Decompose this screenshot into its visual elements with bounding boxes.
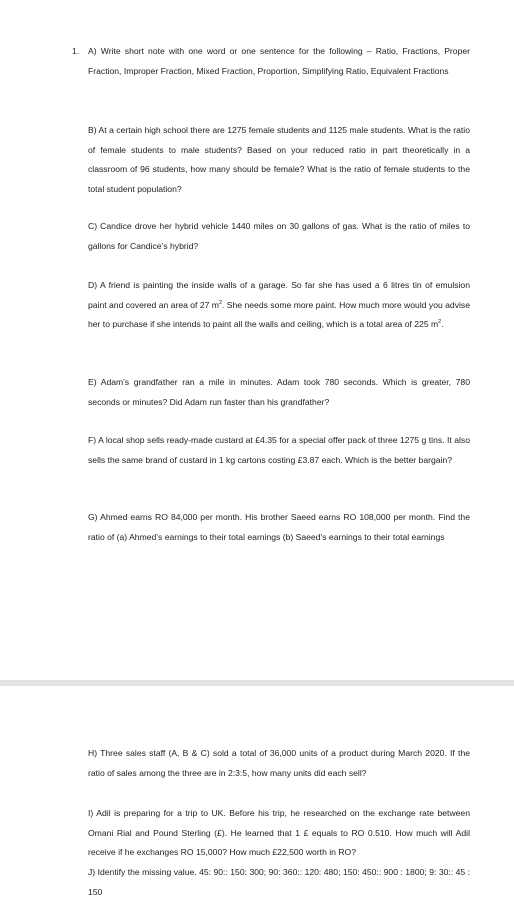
question-d-text-2: . She needs some more paint. How much more would you advise her to purchase if she intends to paint all the walls and ceiling, which is a total area of 225 m <box>88 299 470 329</box>
question-j: J) Identify the missing value. 45: 90:: 150: 300; 90: 360:: 120: 480; 150: 450:: 900 : 1800; 9: 30:: 45 : 150 <box>88 867 470 897</box>
question-d-text-1: D) A friend is painting the inside walls of a garage. So far she has used a 6 litres tin of emulsion paint and covered an area of 27 m <box>88 280 470 310</box>
question-b: B) At a certain high school there are 1275 female students and 1125 male students. What is the ratio of female students to male students? Based on your reduced ratio in part theoretically in a classroom of 96 students, how many should be female? What is the ratio of female students to the total student population? <box>88 125 470 194</box>
question-a: A) Write short note with one word or one sentence for the following – Ratio, Fractions, Proper Fraction, Improper Fraction, Mixed Fraction, Proportion, Simplifying Ratio, Equivalent Fractions <box>88 46 470 76</box>
question-g: G) Ahmed earns RO 84,000 per month. His brother Saeed earns RO 108,000 per month. Find the ratio of (a) Ahmed’s earnings to their total earnings (b) Saeed’s earnings to their total earnings <box>88 512 470 542</box>
question-d-superscript-2: 2 <box>438 319 442 326</box>
question-d-text-3: . <box>441 319 444 329</box>
question-d-superscript-1: 2 <box>218 299 223 306</box>
question-f: F) A local shop sells ready-made custard at £4.35 for a special offer pack of three 1275 g tins. It also sells the same brand of custard in 1 kg cartons costing £3.87 each. Which is the better bargain? <box>88 435 470 465</box>
question-e: E) Adam's grandfather ran a mile in minutes. Adam took 780 seconds. Which is greater, 780 seconds or minutes? Did Adam run faster than his grandfather? <box>88 377 470 407</box>
question-d <box>88 276 470 335</box>
question-i: I) Adil is preparing for a trip to UK. Before his trip, he researched on the exchange rate between Omani Rial and Pound Sterling (£). He learned that 1 £ equals to RO 0.510. How much will Adil receive if he exchanges RO 15,000? How much £22,500 worth in RO? <box>88 808 470 857</box>
document-page-2 <box>0 686 514 920</box>
question-c: C) Candice drove her hybrid vehicle 1440 miles on 30 gallons of gas. What is the ratio of miles to gallons for Candice’s hybrid? <box>88 221 470 251</box>
question-h: H) Three sales staff (A, B & C) sold a total of 36,000 units of a product during March 2020. If the ratio of sales among the three are in 2:3:5, how many units did each sell? <box>88 748 470 778</box>
question-number: 1. <box>72 46 80 56</box>
